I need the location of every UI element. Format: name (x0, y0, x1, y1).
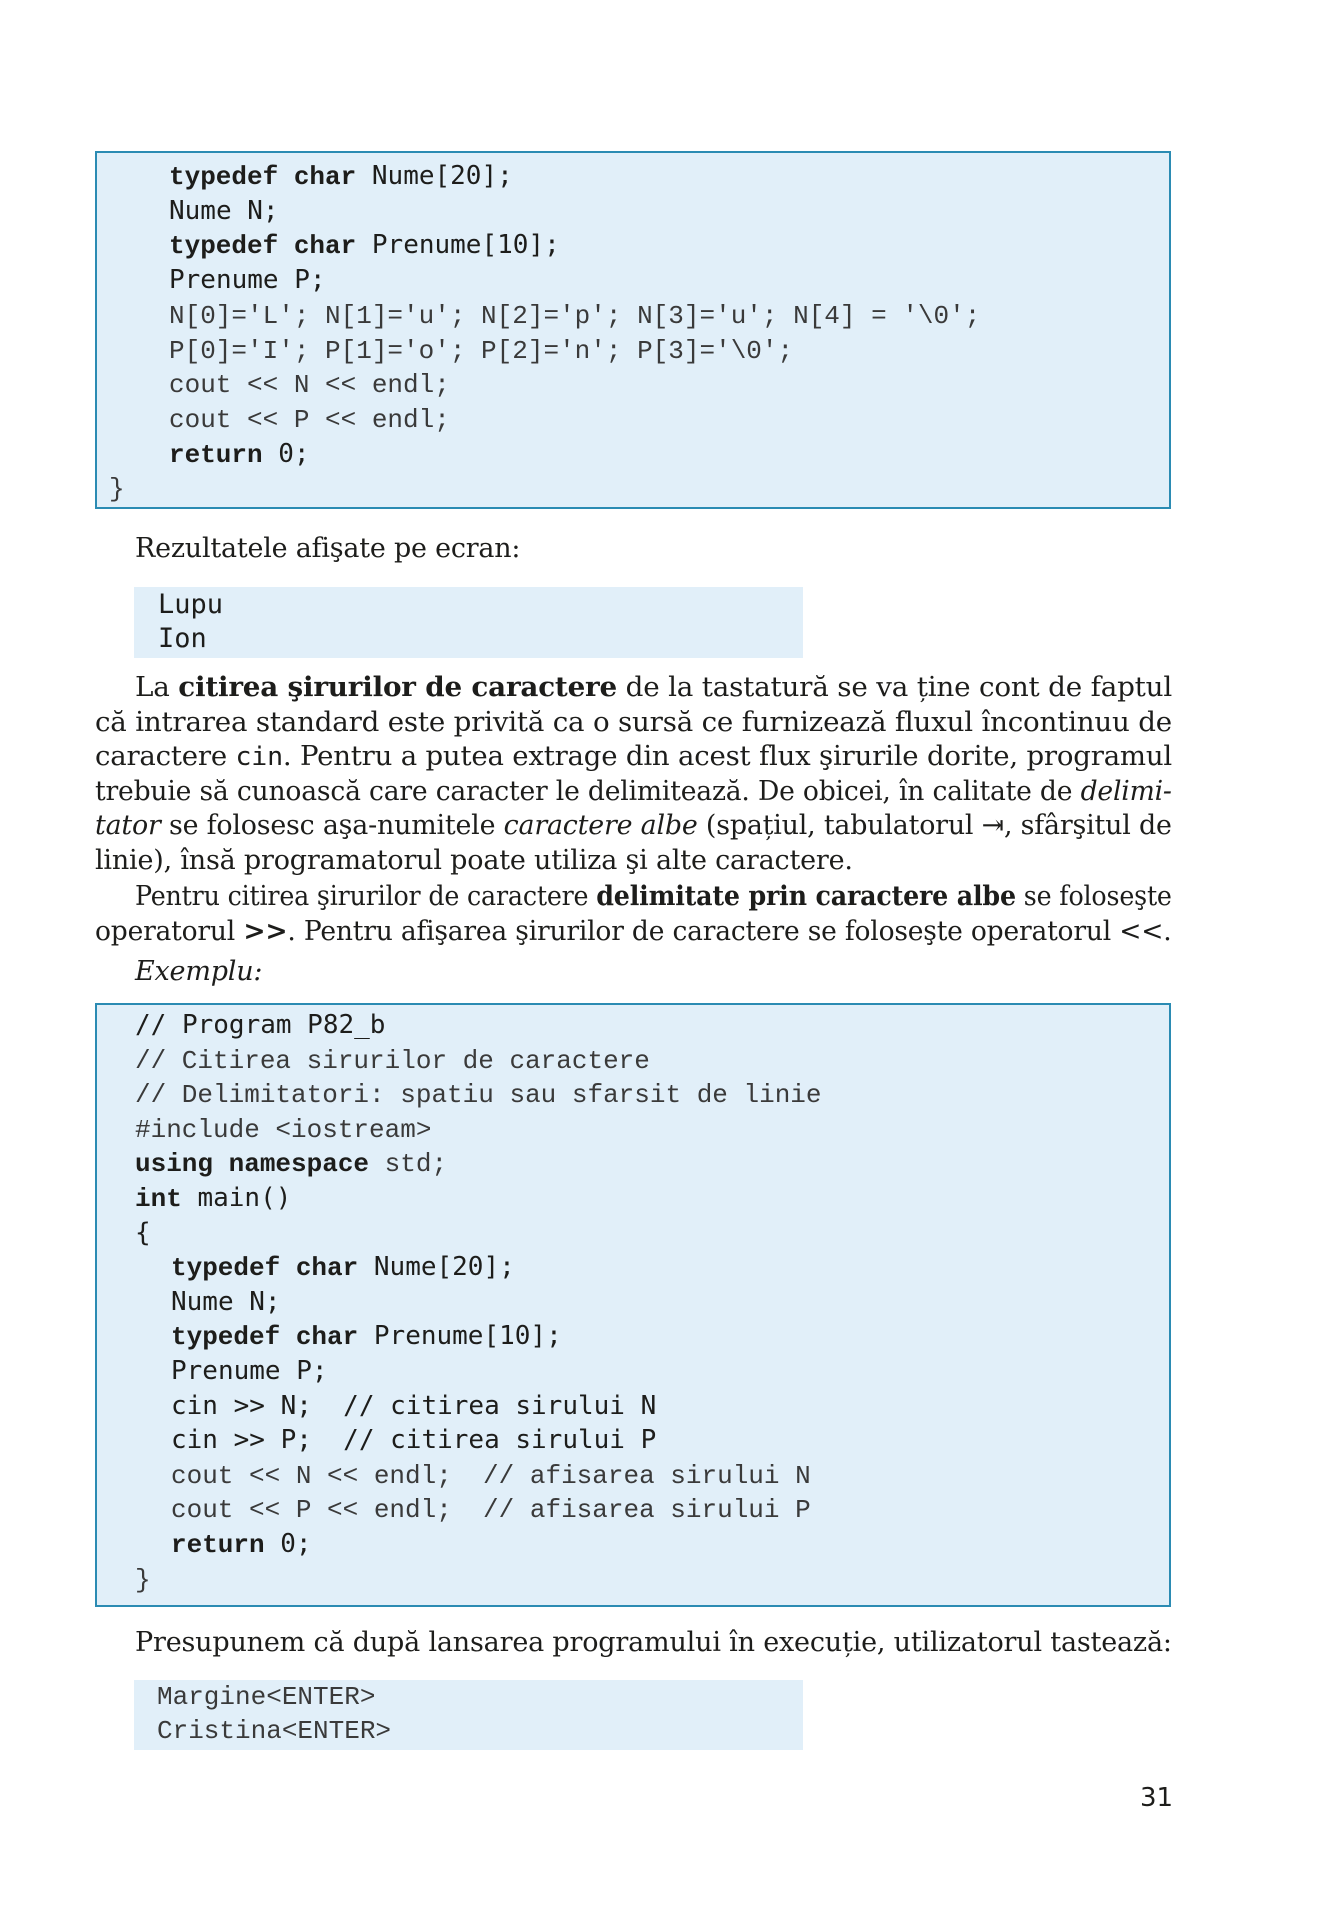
output-block (134, 587, 803, 658)
bold-text: delimitate prin caractere albe (596, 881, 1016, 912)
code-token: #include <iostream> (135, 1114, 432, 1145)
code-token: cout << P << endl; (169, 404, 450, 435)
text: operatorul (95, 915, 244, 947)
code-block-2 (95, 1003, 1171, 1607)
code-line (169, 227, 560, 262)
text-line (95, 706, 1172, 741)
code-line (171, 1457, 811, 1492)
code-line (171, 1526, 312, 1561)
code-token: Prenume[10]; (358, 1321, 562, 1352)
code-token: cin >> P; // citirea sirului P (171, 1425, 657, 1456)
text: caractere (95, 741, 236, 772)
code-token: cout << N << endl; (169, 370, 450, 401)
code-token: } (135, 1564, 151, 1595)
code-line (169, 366, 450, 401)
input-line: Cristina<ENTER> (157, 1716, 392, 1746)
code-token: // Delimitatori: spatiu sau sfarsit de linie (135, 1080, 822, 1111)
code-line (135, 1561, 151, 1596)
code-line (169, 297, 980, 332)
code-token: 0; (264, 1529, 312, 1559)
code-token: main() (181, 1183, 292, 1213)
text-line (135, 880, 1172, 915)
text: linie), însă programatorul poate utiliza şi alte caractere. (95, 844, 853, 876)
code-token: Prenume P; (171, 1356, 328, 1386)
code-line (135, 1076, 822, 1111)
bold-text: >> (243, 915, 288, 947)
text: . Pentru afişarea şirurilor de caractere se foloseşte operatorul <<. (287, 915, 1172, 947)
results-label: Rezultatele afişate pe ecran: (135, 533, 521, 564)
code-token: int (135, 1184, 182, 1214)
code-line (171, 1284, 281, 1319)
bold-text: citirea şirurilor de caractere (178, 672, 617, 703)
code-token: { (135, 1217, 151, 1248)
code-token: Nume N; (169, 195, 279, 226)
italic-text: tator (95, 810, 161, 841)
code-line (169, 401, 450, 436)
code-token: N[0]='L'; N[1]='u'; N[2]='p'; N[3]='u'; N[4] = '\0'; (169, 300, 981, 331)
output-line: Ion (158, 623, 207, 654)
text-line (95, 775, 1172, 810)
code-line (171, 1353, 328, 1388)
code-line (169, 332, 793, 367)
code-block-1 (95, 151, 1171, 509)
code-token: typedef char (169, 231, 357, 262)
code-line (171, 1249, 515, 1284)
code-line (135, 1042, 650, 1077)
code-token: Nume N; (171, 1286, 281, 1317)
code-line (169, 193, 279, 228)
code-token: typedef char (171, 1253, 359, 1284)
text: (spațiul, tabulatorul ⇥, sfârşitul de (697, 810, 1172, 841)
code-line (171, 1388, 656, 1423)
text-line (95, 915, 1172, 950)
text: că intrarea standard este privită ca o sursă ce furnizează fluxul încontinuu de (95, 706, 1172, 738)
code-token: return (169, 439, 263, 470)
code-token: typedef char (169, 162, 357, 192)
code-token: // Citirea sirurilor de caractere (135, 1045, 650, 1076)
text-line (95, 740, 1172, 775)
code-line (169, 436, 310, 471)
code-line (169, 158, 513, 193)
code-token: return (171, 1530, 265, 1560)
text: se foloseşte (1015, 881, 1172, 912)
code-token: Prenume P; (169, 265, 326, 296)
code-token: using namespace (135, 1149, 370, 1180)
example-label: Exemplu: (135, 956, 263, 987)
code-token: cout << N << endl; // afisarea sirului N (171, 1460, 811, 1491)
code-token: typedef char (171, 1322, 359, 1353)
text-line (95, 809, 1172, 844)
code-line (135, 1215, 151, 1250)
output-line: Lupu (158, 589, 224, 620)
italic-text: delimi- (1080, 775, 1172, 807)
code-token: Prenume[10]; (356, 230, 560, 261)
input-block (134, 1680, 803, 1750)
input-label: Presupunem că după lansarea programului în execuție, utilizatorul tastează: (135, 1627, 1172, 1658)
code-token: 0; (262, 438, 310, 469)
text-line (135, 671, 1172, 706)
text: . Pentru a putea extrage din acest flux şirurile dorite, programul (282, 741, 1173, 772)
code-line (135, 1111, 431, 1146)
code-token: P[0]='I'; P[1]='o'; P[2]='n'; P[3]='\0'; (169, 335, 794, 366)
text-line (95, 844, 853, 879)
code-token: Nume[20]; (356, 161, 513, 191)
text: trebuie să cunoască care caracter le delimitează. De obicei, în calitate de (95, 775, 1081, 807)
code-line (171, 1422, 656, 1457)
code-token: cout << P << endl; // afisarea sirului P (171, 1495, 811, 1526)
text: se folosesc aşa-numitele (160, 810, 504, 841)
text: de la tastatură se va ține cont de faptul (616, 672, 1173, 703)
input-line: Margine<ENTER> (157, 1682, 376, 1712)
code-token: cin >> N; // citirea sirului N (171, 1390, 657, 1421)
page-number: 31 (1140, 1783, 1174, 1813)
code-token: std; (369, 1149, 448, 1180)
code-line (109, 470, 125, 505)
text: La (135, 672, 179, 703)
code-line (171, 1491, 811, 1526)
code-token: Nume[20]; (358, 1252, 515, 1283)
code-line (135, 1145, 447, 1180)
text: Pentru citirea şirurilor de caractere (135, 881, 597, 912)
code-token: } (109, 474, 125, 505)
code-line (135, 1007, 385, 1042)
code-line (135, 1180, 291, 1215)
italic-text: caractere albe (503, 810, 698, 841)
code-line (171, 1318, 562, 1353)
code-line (169, 262, 326, 297)
code-token: // Program P82_b (135, 1010, 386, 1040)
inline-code: cin (235, 742, 283, 772)
